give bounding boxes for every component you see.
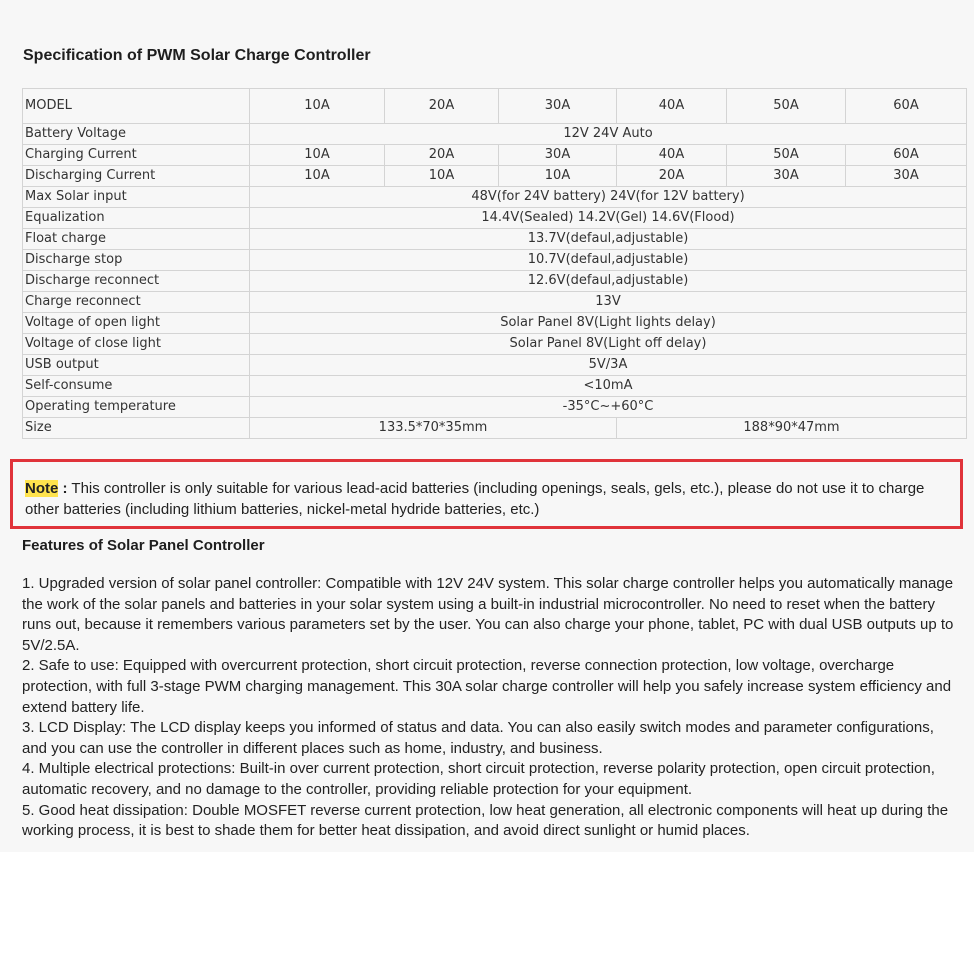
row-value: 10A bbox=[499, 166, 617, 187]
note-colon: : bbox=[62, 480, 68, 497]
row-value: 30A bbox=[499, 145, 617, 166]
row-value: 12V 24V Auto bbox=[250, 124, 967, 145]
spec-title: Specification of PWM Solar Charge Controller bbox=[23, 47, 371, 64]
table-row bbox=[23, 145, 967, 166]
row-value: Solar Panel 8V(Light lights delay) bbox=[250, 313, 967, 334]
row-value: 12.6V(defaul,adjustable) bbox=[250, 271, 967, 292]
table-row bbox=[23, 313, 967, 334]
table-header-row bbox=[23, 89, 967, 124]
row-value: 20A bbox=[617, 166, 727, 187]
row-label: Equalization bbox=[23, 208, 250, 229]
row-value: 20A bbox=[385, 145, 499, 166]
table-row bbox=[23, 376, 967, 397]
table-row bbox=[23, 187, 967, 208]
feature-item: 1. Upgraded version of solar panel controller: Compatible with 12V 24V system. This solar charge controller helps you automatically manage the work of the solar panels and batteries in your solar system using a built-in industrial microcontroller. No need to reset when the battery runs out, because it remembers various parameters set by the user. You can also charge your phone, tablet, PC with dual USB outputs up to 5V/2.5A. bbox=[22, 575, 954, 654]
row-value: 188*90*47mm bbox=[617, 418, 967, 439]
row-value: 14.4V(Sealed) 14.2V(Gel) 14.6V(Flood) bbox=[250, 208, 967, 229]
row-label: Discharge reconnect bbox=[23, 271, 250, 292]
row-label: Voltage of close light bbox=[23, 334, 250, 355]
row-label: USB output bbox=[23, 355, 250, 376]
model-cell: 30A bbox=[499, 89, 617, 124]
row-value: 10A bbox=[250, 166, 385, 187]
table-row bbox=[23, 229, 967, 250]
features-title: Features of Solar Panel Controller bbox=[22, 537, 265, 554]
feature-item: 4. Multiple electrical protections: Built-in over current protection, short circuit protection, reverse polarity protection, open circuit protection, automatic recovery, and no damage to the controller, providing reliable protection for your equipment. bbox=[22, 760, 935, 798]
table-row bbox=[23, 208, 967, 229]
row-value: -35°C~+60°C bbox=[250, 397, 967, 418]
features-list bbox=[22, 574, 962, 842]
table-row bbox=[23, 166, 967, 187]
row-label: Discharge stop bbox=[23, 250, 250, 271]
table-row bbox=[23, 334, 967, 355]
row-label: Self-consume bbox=[23, 376, 250, 397]
model-cell: 20A bbox=[385, 89, 499, 124]
note-text-block bbox=[25, 478, 950, 520]
row-label: Float charge bbox=[23, 229, 250, 250]
row-label: Operating temperature bbox=[23, 397, 250, 418]
feature-item: 3. LCD Display: The LCD display keeps you informed of status and data. You can also easily switch modes and parameter configurations, and you can use the controller in different places such as home, industry, and business. bbox=[22, 719, 934, 757]
row-value: 30A bbox=[727, 166, 846, 187]
row-label: Discharging Current bbox=[23, 166, 250, 187]
row-value: Solar Panel 8V(Light off delay) bbox=[250, 334, 967, 355]
row-value: 48V(for 24V battery) 24V(for 12V battery) bbox=[250, 187, 967, 208]
model-cell: 10A bbox=[250, 89, 385, 124]
table-row bbox=[23, 250, 967, 271]
row-value: 60A bbox=[846, 145, 967, 166]
table-row bbox=[23, 397, 967, 418]
row-value: 5V/3A bbox=[250, 355, 967, 376]
model-cell: 50A bbox=[727, 89, 846, 124]
spec-table bbox=[22, 88, 967, 439]
row-label: Charging Current bbox=[23, 145, 250, 166]
table-row bbox=[23, 292, 967, 313]
row-label: Charge reconnect bbox=[23, 292, 250, 313]
row-value: 13.7V(defaul,adjustable) bbox=[250, 229, 967, 250]
table-row bbox=[23, 124, 967, 145]
row-label: Max Solar input bbox=[23, 187, 250, 208]
row-value: 10A bbox=[385, 166, 499, 187]
row-value: <10mA bbox=[250, 376, 967, 397]
row-label: Size bbox=[23, 418, 250, 439]
model-label: MODEL bbox=[23, 89, 250, 124]
model-cell: 60A bbox=[846, 89, 967, 124]
row-value: 30A bbox=[846, 166, 967, 187]
note-text: This controller is only suitable for various lead-acid batteries (including openings, seals, gels, etc.), please do not use it to charge other batteries (including lithium batteries, nickel-metal hydride batteries, etc.) bbox=[25, 480, 925, 518]
feature-item: 2. Safe to use: Equipped with overcurrent protection, short circuit protection, reverse connection protection, low voltage, overcharge protection, with full 3-stage PWM charging management. This 30A solar charge controller will help you safely increase system efficiency and extend battery life. bbox=[22, 657, 952, 716]
row-value: 10.7V(defaul,adjustable) bbox=[250, 250, 967, 271]
row-label: Battery Voltage bbox=[23, 124, 250, 145]
row-value: 10A bbox=[250, 145, 385, 166]
note-box bbox=[10, 459, 963, 529]
row-value: 50A bbox=[727, 145, 846, 166]
table-row bbox=[23, 355, 967, 376]
row-label: Voltage of open light bbox=[23, 313, 250, 334]
table-row bbox=[23, 271, 967, 292]
row-value: 133.5*70*35mm bbox=[250, 418, 617, 439]
row-value: 13V bbox=[250, 292, 967, 313]
model-cell: 40A bbox=[617, 89, 727, 124]
note-label: Note bbox=[25, 480, 59, 497]
table-row bbox=[23, 418, 967, 439]
row-value: 40A bbox=[617, 145, 727, 166]
feature-item: 5. Good heat dissipation: Double MOSFET reverse current protection, low heat generation, all electronic components will heat up during the working process, it is best to shade them for better heat dissipation, and avoid direct sunlight or humid places. bbox=[22, 801, 949, 840]
